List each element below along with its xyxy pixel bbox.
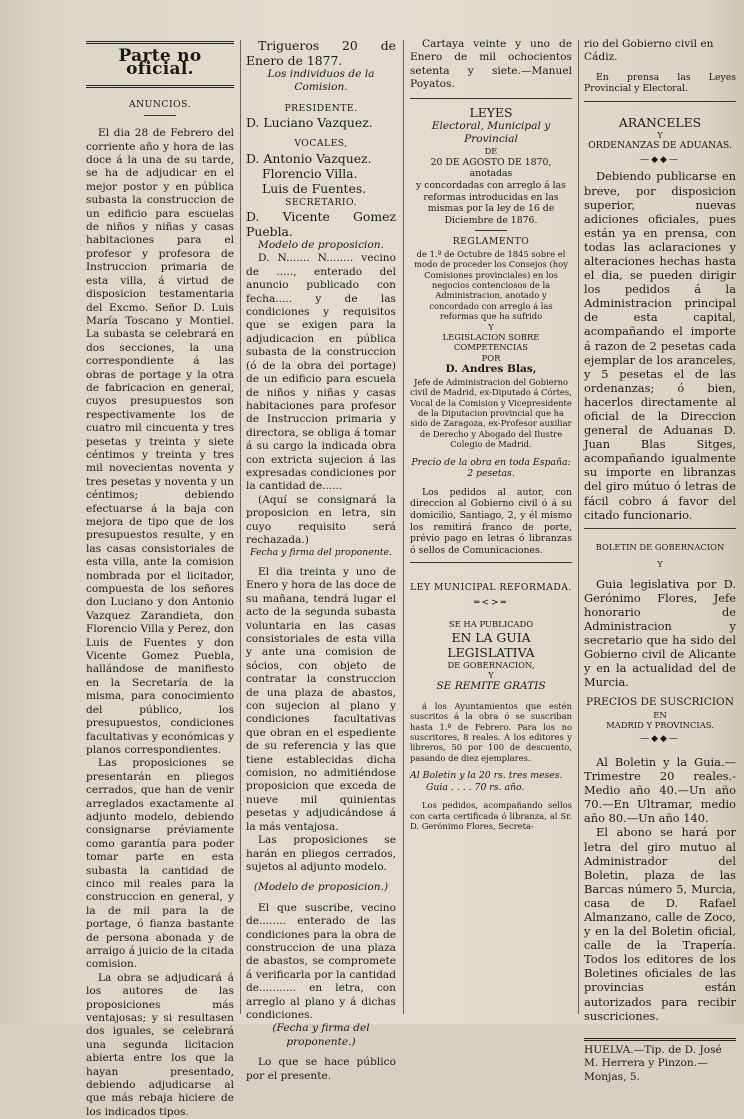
closing-text: Lo que se hace público por el presente. <box>246 1056 396 1082</box>
column-2 <box>246 38 396 1082</box>
ad-title: LEYES <box>469 104 513 120</box>
ad-text: Debiendo publicarse en breve, por disposicion superior, nuevas adiciones oficiales, pues están ya en prensa, con todas las aclaraciones y alteraciones hechas hasta el dia, se pueden dirigir los pedidos á la Administracion principal de esta capital, acompañando el importe á razon de 2 pesetas cada ejemplar de los aranceles, y 5 pesetas el de las ordenanzas; ó bien, hacerlos directamente al oficial de la Direccion general de Aduanas D. Juan Blas Sitges, acompañando igualmente su importe en libranzas del giro mútuo ó letras de fácil cobro á favor del citado funcionario. <box>584 169 736 522</box>
ad-text: de 1.º de Octubre de 1845 sobre el modo de proceder los Consejos (hoy Comisiones provinciales) en los negocios contenciosos de la Administracion, anotado y concordado con arreglo á las reformas que ha sufrido <box>414 248 568 322</box>
price-line: Guia . . . . 70 rs. año. <box>426 781 525 793</box>
signature-line: (Fecha y firma del proponente.) <box>272 1022 370 1048</box>
section-rule <box>584 528 736 529</box>
ad-subtitle: Electoral, Municipal y Provincial <box>431 119 551 146</box>
dateline: Trigueros 20 de Enero de 1877. <box>246 38 396 68</box>
author-bio: Jefe de Administracion del Gobierno civil de Madrid, ex-Diputado á Córtes, Vocal de la Comision y Vicepresidente de la Diputacion provincial que ha sido de Zaragoza, ex-Profesor auxiliar de Derecho y Abogado del Ilustre Colegio de Madrid. <box>410 376 572 450</box>
ad-text: SE HA PUBLICADO <box>448 619 534 630</box>
commission-title: Los individuos de la Comision. <box>267 68 375 94</box>
secretary-name: D. Vicente Gomez Puebla. <box>246 209 396 240</box>
ad-text: y concordadas con arreglo á las reformas introducidas en las mismas por la ley de 16 de Diciembre de 1876. <box>416 180 566 226</box>
ornament: —◆◆— <box>640 155 680 165</box>
price-text: Precio de la obra en toda España: 2 pesetas. <box>411 456 571 480</box>
section-rule <box>584 101 736 102</box>
ad-title: ARANCELES <box>618 115 702 130</box>
column-3 <box>410 38 572 1016</box>
ad-text: Y <box>488 669 494 680</box>
signature-line: Fecha y firma del proponente. <box>250 547 392 559</box>
header-rule <box>86 85 234 88</box>
model-title: Modelo de proposicion. <box>258 239 384 252</box>
model-text: D. N....... N........ vecino de ....., enterado del anuncio publicado con fecha..... y de las condiciones y requisitos que se exigen para la adjudicacion en pública subasta de la construccion (ó de la obra del portage) de un edificio para escuela de niños y niñas y casas habitaciones para profesor de Instruccion primaria y directora, se obliga á tomar á su cargo la indicada obra con extricta sujecion á las expresadas condiciones por la cantidad de...... <box>246 252 396 493</box>
column-divider <box>240 40 241 1014</box>
announcement-paragraph: Las proposiciones se harán en pliegos cerrados, sujetos al adjunto modelo. <box>246 834 396 873</box>
ad-title: REGLAMENTO <box>452 236 530 248</box>
model-title: (Modelo de proposicion.) <box>253 881 389 894</box>
section-header: Parte no oficial. <box>118 46 202 80</box>
ad-text: anotadas <box>469 168 513 180</box>
author-name: D. Andres Blas, <box>445 363 537 376</box>
section-title: ANUNCIOS. <box>128 98 192 110</box>
column-1 <box>86 38 234 1118</box>
ad-text: Guia legislativa por D. Gerónimo Flores, Jefe honorario de Administracion y secretario que ha sido del Gobierno civil de Alicante y en la actualidad del de Murcia. <box>584 576 736 690</box>
announcement-paragraph: El dia treinta y uno de Enero y hora de las doce de su mañana, tendrá lugar el acto de la segunda subasta voluntaria en las casas consistoriales de esta villa y ante una comision de sócios, con objeto de contratar la construccion de una plaza de abastos, con sujecion al plano y condiciones facultativas que obran en el espediente de su referencia y las que tiene establecidas dicha comision, no admitiéndose proposicion que exceda de nueve mil quinientas pesetas y adjudicándose á la más ventajosa. <box>246 565 396 833</box>
ornament: —◆◆— <box>640 733 680 744</box>
ad-text: Y <box>488 321 494 332</box>
ad-text: Los pedidos, acompañando sellos con carta certificada ó libranza, al Sr. D. Gerónimo Flores, Secreta- <box>410 800 572 832</box>
section-rule <box>410 562 572 563</box>
ad-title: LEY MUNICIPAL REFORMADA. <box>410 582 572 594</box>
ad-text: Y <box>657 130 663 140</box>
ad-text: El abono se hará por letra del giro mutuo al Administrador del Boletin, plaza de las Barcas número 5, Murcia, casa de D. Rafael Almanzano, calle de Zoco, y en la del Boletin oficial, calle de la Trapería. Todos los editores de los Boletines oficiales de las provincias están autorizados para recibir suscriciones. <box>584 825 736 1023</box>
vocal-name: Florencio Villa. <box>262 165 358 181</box>
column-divider <box>578 40 579 1014</box>
ad-title: EN LA GUIA LEGISLATIVA <box>447 629 535 660</box>
ad-text: Los pedidos al autor, con direccion al Gobierno civil ó á su domicilio, Santiago, 2, y él mismo los remitirá franco de porte, prévio pago en letras ó libranzas ó sellos de Comunicaciones. <box>410 486 572 556</box>
announcement-paragraph: La obra se adjudicará á los autores de las proposiciones más ventajosas; y si resultasen dos iguales, se celebrará una segunda licitacion abierta entre los que la hayan presentado, debiendo adjudicarse al que más rebaja hiciere de los indicados tipos. <box>86 971 234 1118</box>
section-rule <box>410 98 572 99</box>
ad-text: Al Boletin y la Guia.—Trimestre 20 reales.-Medio año 40.—Un año 70.—En Ultramar, medio año 80.—Un año 140. <box>584 754 736 826</box>
footer-rule <box>584 1038 736 1041</box>
ad-date: 20 DE AGOSTO DE 1870, <box>430 156 552 168</box>
ornament: ═<>═ <box>474 597 508 608</box>
ad-text: En prensa las Leyes Provincial y Electoral. <box>584 71 736 95</box>
ad-text: EN <box>653 709 667 720</box>
dateline: Cartaya veinte y uno de Enero de mil ochocientos setenta y siete.—Manuel Poyatos. <box>410 38 572 91</box>
vocales-label: VOCALES, <box>294 138 348 150</box>
vocal-name: D. Antonio Vazquez. <box>246 150 372 166</box>
column-divider <box>403 40 404 1014</box>
ad-title: ORDENANZAS DE ADUANAS. <box>588 140 732 152</box>
ad-text: DE GOBERNACION, <box>447 659 535 670</box>
president-name: D. Luciano Vazquez. <box>246 115 373 131</box>
ad-title: BOLETIN DE GOBERNACION <box>595 541 725 552</box>
model-text: El que suscribe, vecino de........ enterado de las condiciones para la obra de construccion de una plaza de abastos, se compromete á verificarla por la cantidad de........... en letra, con arreglo al plano y á dichas condiciones. <box>246 901 396 1021</box>
announcement-paragraph: El dia 28 de Febrero del corriente año y hora de las doce á la una de su tarde, se ha de adjudicar en el mejor postor y en pública subasta la construccion de un edificio para escuelas de niños y niñas y casas habitaciones para el profesor y profesora de Instruccion primaria de esta villa, á virtud de disposicion testamentaria del Excmo. Señor D. Luis María Toscano y Montiel. La subasta se celebrará en dos secciones, la una correspondiente á las obras de portage y la otra de fabricacion en general, cuyos presupuestos son respectivamente los de cuatro mil cincuenta y tres pesetas y treinta y siete céntimos y treinta y tres mil novecientas noventa y tres pesetas y noventa y un céntimos; debiendo efectuarse á la baja con mejora de tipo que de los presupuestos resulte, y en las casas consistoriales de esta villa, ante la comision nombrada por el licitador, compuesta de los señores don Luciano y don Antonio Vazquez Zarandieta, don Florencio Villa y Perez, don Luis de Fuentes y don Vicente Gomez Puebla, hallándose de manifiesto en la Secretaría de la misma, para conocimiento del público, los presupuestos, condiciones facultativas y económicas y planos correspondientes. <box>86 127 234 756</box>
president-label: PRESIDENTE. <box>284 102 358 114</box>
ad-text: rio del Gobierno civil en Cádiz. <box>584 38 714 64</box>
secretary-label: SECRETARIO. <box>285 196 357 208</box>
model-note: (Aquí se consignará la proposicion en letra, sin cuyo requisito será rechazada.) <box>246 493 396 546</box>
header-rule <box>86 41 234 44</box>
ad-text: DE <box>484 146 498 157</box>
ad-title: SE REMITE GRATIS <box>436 680 546 693</box>
ad-title: LEGISLACION SOBRE COMPETENCIAS <box>442 332 540 353</box>
ad-text: á los Ayuntamientos que estén suscritos á la obra ó se suscriban hasta 1.º de Febrero. Para los no suscritores, 8 reales. A los editores y libreros, 50 por 100 de descuento, pasando de diez ejemplares. <box>410 700 572 763</box>
ad-title: PRECIOS DE SUSCRICION <box>586 696 734 709</box>
column-4 <box>584 38 736 1083</box>
ad-text: Y <box>657 559 663 570</box>
ad-text: MADRID Y PROVINCIAS. <box>606 720 714 731</box>
ad-text: POR <box>481 352 501 363</box>
vocal-name: Luis de Fuentes. <box>262 180 367 196</box>
announcement-paragraph: Las proposiciones se presentarán en pliegos cerrados, que han de venir arreglados exactamente al adjunto modelo, debiendo consignarse préviamente como garantía para poder tomar parte en esta subasta la cantidad de cinco mil reales para la construccion en general, y la de mil para la de portage, ó fianza bastante de persona abonada y de arraigo á juicio de la citada comision. <box>86 757 234 971</box>
price-line: Al Boletin y la 20 rs. tres meses. <box>410 770 563 782</box>
printer-imprint: HUELVA.—Tip. de D. José M. Herrera y Pinzon.—Monjas, 5. <box>584 1043 722 1083</box>
